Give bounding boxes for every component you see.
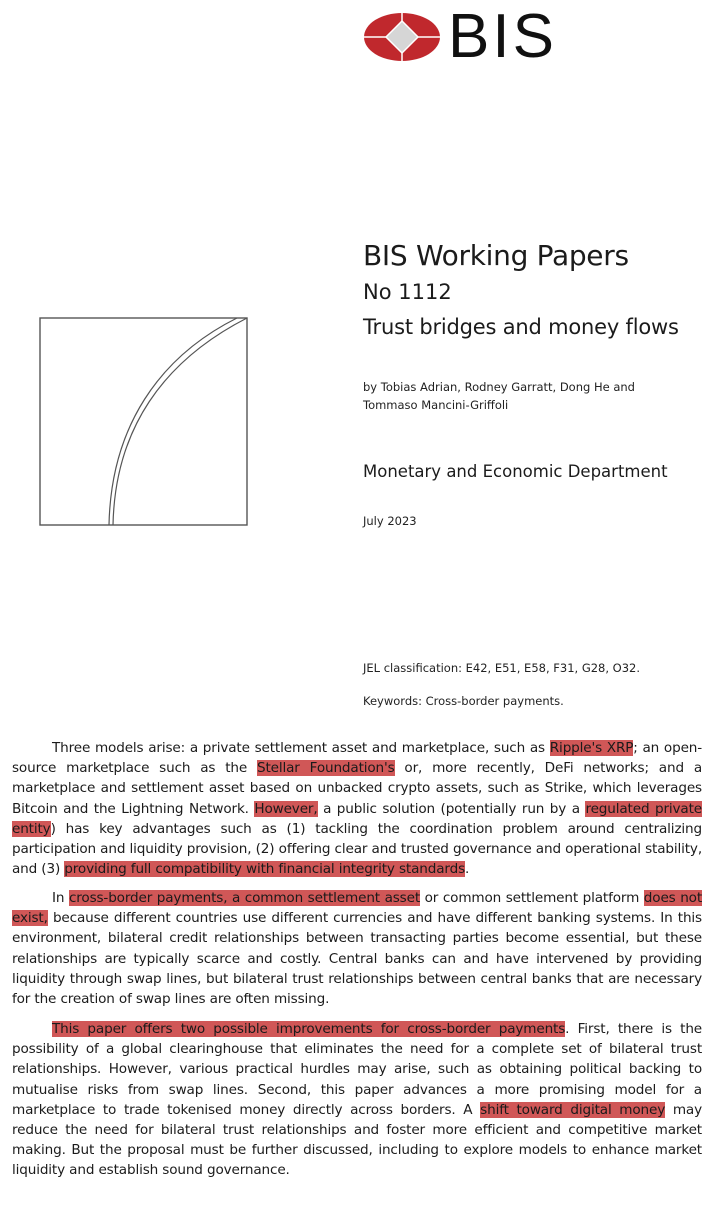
body-text-segment: In (52, 890, 69, 906)
body-text-segment: ) has key advantages such as (1) tackling the coordination problem around centralizing participation and liquidity provision, (2) offering clear and trusted governance and operational stability, and (3) (12, 820, 702, 878)
highlighted-text: cross-border payments, a common settlement asset (68, 890, 421, 906)
body-text-segment: or, more recently, DeFi networks; and a marketplace and settlement asset based on unbacked crypto assets, such as Strike, which leverages Bitcoin and the Lightning Network. (12, 760, 702, 817)
body-text-segment: . First, there is the possibility of a global clearinghouse that eliminates the need for a complete set of bilateral trust relationships. However, various practical hurdles may arise, such as obtaining political backing to mutualise risks from swap lines. Second, this paper advances a more promising model for a marketplace to trade tokenised money directly across borders. A (12, 1021, 702, 1118)
bis-logo (362, 2, 557, 71)
abstract-paragraph-3 (12, 1019, 702, 1181)
abstract-paragraph-1 (12, 738, 702, 879)
body-text-segment: may reduce the need for bilateral trust relationships and foster more efficient and competitive market making. But the proposal must be further discussed, including to explore models to enhance market liquidity and establish sound governance. (12, 1101, 703, 1179)
publication-date: July 2023 (363, 514, 417, 528)
body-text-segment: Three models arise: a private settlement asset and marketplace, such as (52, 740, 550, 756)
highlighted-text: does not exist, (12, 890, 703, 927)
highlighted-text: regulated private entity (12, 800, 702, 837)
body-text-segment: ; an open-source marketplace such as the (12, 740, 703, 777)
authors-line: Tommaso Mancini-Griffoli (363, 398, 509, 412)
body-text-segment: . (465, 861, 470, 878)
keywords: Keywords: Cross-border payments. (363, 694, 564, 708)
highlighted-text: providing full compatibility with financial integrity standards (64, 861, 466, 878)
jel-classification: JEL classification: E42, E51, E58, F31, G28, O32. (363, 661, 641, 675)
bis-emblem-icon (362, 12, 442, 62)
paper-title: Trust bridges and money flows (363, 315, 679, 339)
series-title: BIS Working Papers (363, 239, 629, 272)
highlighted-text: Stellar Foundation's (257, 760, 395, 777)
highlighted-text: Ripple's XRP (549, 740, 634, 756)
authors-line: by Tobias Adrian, Rodney Garratt, Dong He and (363, 380, 635, 394)
authors (363, 378, 693, 414)
department: Monetary and Economic Department (363, 462, 668, 481)
body-text-segment: because different countries use different currencies and have different banking systems. In this environment, bilateral credit relationships between transacting parties become essential, but these relationships are typically scarce and costly. Central banks can and have intervened by providing liquidity through swap lines, but bilateral trust relationships between central banks that are necessary for the creation of swap lines are often missing. (12, 910, 702, 1008)
abstract-paragraph-2 (12, 888, 702, 1009)
body-text-segment: a public solution (potentially run by a (317, 800, 586, 817)
cover-art-graphic (39, 317, 249, 527)
highlighted-text: shift toward digital money (480, 1101, 666, 1118)
paper-number: No 1112 (363, 280, 452, 304)
body-text-segment: or common settlement platform (420, 890, 644, 906)
highlighted-text: This paper offers two possible improvements for cross-border payments (52, 1021, 566, 1037)
logo-text: BIS (448, 2, 557, 71)
highlighted-text: However, (254, 800, 318, 817)
